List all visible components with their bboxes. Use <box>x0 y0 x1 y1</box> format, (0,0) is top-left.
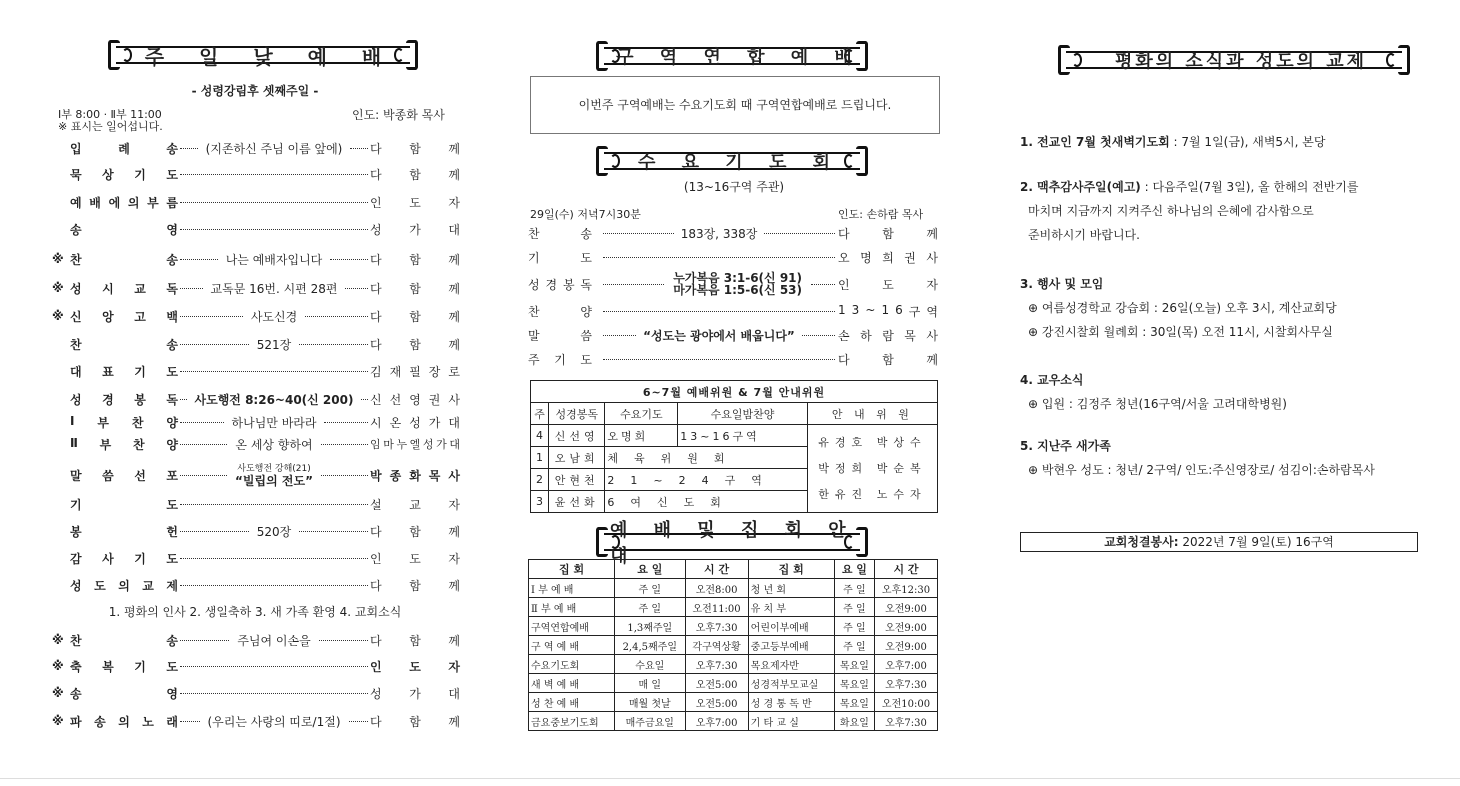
wednesday-order-row <box>528 270 938 298</box>
wednesday-item-name: 주 기 도 <box>528 352 592 367</box>
order-item-name: 찬 송 <box>70 252 178 267</box>
order-item-name: 축 복 기 도 <box>70 659 178 674</box>
meeting-cell: 오전10:00 <box>875 693 938 712</box>
news-4-heading: 4. 교우소식 <box>1020 373 1084 387</box>
meeting-cell: 목요일 <box>834 674 874 693</box>
order-item-name: 송 영 <box>70 686 178 701</box>
meeting-cell: 주 일 <box>615 598 685 617</box>
order-person: 신 선 영 권 사 <box>370 392 460 407</box>
news-5-heading: 5. 지난주 새가족 <box>1020 439 1111 453</box>
meeting-cell: 유 치 부 <box>748 598 834 617</box>
meeting-cell: 매월 첫날 <box>615 693 685 712</box>
worship-order-row <box>52 575 460 595</box>
wednesday-prayer-title: 수 요 기 도 회 <box>637 152 840 173</box>
meeting-cell: 수요기도회 <box>529 655 615 674</box>
duty-header-cell: 수요기도 <box>605 403 678 425</box>
worship-order-row <box>52 683 460 703</box>
wednesday-item-name: 말 씀 <box>528 328 592 343</box>
order-person: 인 도 자 <box>370 659 460 674</box>
stand-mark: ※ <box>52 659 64 673</box>
meeting-cell: 오전5:00 <box>685 674 748 693</box>
meeting-row <box>529 636 938 655</box>
meeting-cell: Ⅰ 부 예 배 <box>529 579 615 598</box>
duty-cell: 체육위원회 <box>605 447 807 469</box>
sunday-subtitle: - 성령강림후 셋째주일 - <box>191 84 319 98</box>
service-leader: 인도: 박종화 목사 <box>352 108 445 122</box>
worship-order-row <box>52 138 460 158</box>
duty-header-cell: 주 <box>531 403 549 425</box>
news-item-5 <box>1020 434 1430 482</box>
order-item-name: 예 배 에 의 부 름 <box>70 195 178 210</box>
order-person: 다 함 께 <box>370 714 460 729</box>
stand-note: ※ 표시는 일어섭니다. <box>58 120 163 133</box>
worship-order-row <box>52 192 460 212</box>
wednesday-item-name: 찬 양 <box>528 304 592 319</box>
order-person: 다 함 께 <box>370 167 460 182</box>
cross-bullet-icon: ⊕ <box>1028 325 1039 339</box>
meeting-cell: 구 역 예 배 <box>529 636 615 655</box>
wednesday-time: 29일(수) 저녁7시30분 <box>530 208 641 221</box>
guide-name: 박정희 <box>818 461 869 475</box>
order-item-name: Ⅰ 부 찬 양 <box>70 413 178 430</box>
scripture-2: 마가복음 1:5-6(신 53) <box>673 283 802 297</box>
duty-row <box>531 425 938 447</box>
meeting-cell: 오전9:00 <box>875 636 938 655</box>
district-worship-banner <box>596 41 868 71</box>
order-item-name: 말 씀 선 포 <box>70 468 178 483</box>
worship-order-row <box>52 334 460 354</box>
sermon-title: “빌립의 전도” <box>235 474 313 487</box>
news-4-item-a: 입원 : 김정주 청년(16구역/서울 고려대학병원) <box>1041 397 1287 411</box>
cleaning-duty-value: 2022년 7월 9일(토) 16구역 <box>1178 535 1334 549</box>
news-1-body: : 7월 1일(금), 새벽5시, 본당 <box>1169 135 1326 149</box>
duty-cell: 안현천 <box>549 469 605 491</box>
order-detail: 사도신경 <box>250 309 298 324</box>
order-person: 다 함 께 <box>370 252 460 267</box>
wednesday-person: 다 함 께 <box>838 226 938 241</box>
worship-order-row <box>52 521 460 541</box>
order-person: 다 함 께 <box>370 633 460 648</box>
wednesday-leader: 인도: 손하람 목사 <box>838 208 924 221</box>
guide-name: 유경호 <box>818 435 869 449</box>
meeting-header-cell: 시 간 <box>685 560 748 579</box>
order-detail: 하나님만 바라라 <box>231 415 317 430</box>
order-item-name: 성 도 의 교 제 <box>70 578 178 593</box>
news-2-line3: 준비하시기 바랍니다. <box>1028 228 1140 242</box>
sermon-series: 사도행전 강해(21) <box>237 464 311 474</box>
news-item-3 <box>1020 272 1430 344</box>
worship-order-row <box>52 219 460 239</box>
meeting-cell: 성 찬 예 배 <box>529 693 615 712</box>
wednesday-person: 인 도 자 <box>838 277 938 292</box>
order-item-name: 성 경 봉 독 <box>70 392 178 407</box>
order-person: 임 마 누 엘 성 가 대 <box>370 438 460 451</box>
duty-cell: 윤선화 <box>549 491 605 513</box>
meeting-row <box>529 655 938 674</box>
guide-name: 한유진 <box>818 487 869 501</box>
order-item-name: 기 도 <box>70 497 178 512</box>
worship-order-row <box>52 434 460 454</box>
worship-order-row <box>52 461 460 489</box>
news-2-body: : 다음주일(7월 3일), 올 한해의 전반기를 <box>1140 180 1359 194</box>
worship-order-row <box>52 278 460 298</box>
service-times: Ⅰ부 8:00 · Ⅱ부 11:00 <box>58 108 162 121</box>
duty-cell: 오남희 <box>549 447 605 469</box>
wednesday-order-row <box>528 324 938 346</box>
meeting-cell: 기 타 교 실 <box>748 712 834 731</box>
meeting-cell: 성 경 통 독 반 <box>748 693 834 712</box>
meeting-cell: 어린이부예배 <box>748 617 834 636</box>
meeting-cell: 오후12:30 <box>875 579 938 598</box>
stand-mark: ※ <box>52 252 64 266</box>
order-person: 다 함 께 <box>370 578 460 593</box>
stand-mark: ※ <box>52 281 64 295</box>
worship-order-row <box>52 361 460 381</box>
worship-order-row <box>52 389 460 409</box>
guide-members <box>807 425 937 513</box>
news-2-line2: 마치며 지금까지 지켜주신 하나님의 은혜에 감사함으로 <box>1028 204 1314 218</box>
order-person: 설 교 자 <box>370 497 460 512</box>
order-person: 시 온 성 가 대 <box>370 415 460 430</box>
meeting-cell: 주 일 <box>834 598 874 617</box>
meeting-cell: 1,3째주일 <box>615 617 685 636</box>
meeting-cell: 오전11:00 <box>685 598 748 617</box>
meeting-row <box>529 693 938 712</box>
meeting-row <box>529 598 938 617</box>
order-item-name: 대 표 기 도 <box>70 364 178 379</box>
meeting-cell: 오후7:00 <box>685 712 748 731</box>
duty-roster-table <box>530 380 938 513</box>
order-item-name: 봉 헌 <box>70 524 178 539</box>
meeting-row <box>529 712 938 731</box>
meeting-cell: 오후7:30 <box>685 617 748 636</box>
meeting-info-banner <box>596 520 868 567</box>
wednesday-person: 다 함 께 <box>838 352 938 367</box>
wednesday-item-name: 성 경 봉 독 <box>528 277 592 292</box>
duty-header-cell: 수요일밤찬양 <box>678 403 808 425</box>
duty-cell: 신선영 <box>549 425 605 447</box>
order-item-name: 파 송 의 노 래 <box>70 714 178 729</box>
worship-order-row <box>52 494 460 514</box>
meeting-cell: 구역연합예배 <box>529 617 615 636</box>
order-person: 인 도 자 <box>370 195 460 210</box>
meeting-info-title: 예 배 및 집 회 안 내 <box>610 520 856 567</box>
wednesday-item-name: 찬 송 <box>528 226 592 241</box>
duty-roster-title: 6~7월 예배위원 & 7월 안내위원 <box>531 381 938 403</box>
meeting-row <box>529 674 938 693</box>
meeting-cell: 오후7:00 <box>875 655 938 674</box>
meeting-header-cell: 요 일 <box>615 560 685 579</box>
duty-cell: 21~24구역 <box>605 469 807 491</box>
order-person: 다 함 께 <box>370 281 460 296</box>
order-detail: 온 세상 향하여 <box>235 437 313 452</box>
meeting-cell: 주 일 <box>834 617 874 636</box>
meeting-header-cell: 집 회 <box>748 560 834 579</box>
order-person: 성 가 대 <box>370 686 460 701</box>
news-banner <box>1058 45 1410 75</box>
meeting-cell: 매 일 <box>615 674 685 693</box>
guide-name: 박상수 <box>876 435 927 449</box>
order-person: 다 함 께 <box>370 309 460 324</box>
order-person: 다 함 께 <box>370 141 460 156</box>
worship-order-row <box>52 656 460 676</box>
order-detail: 주님여 이손을 <box>237 633 311 648</box>
stand-mark: ※ <box>52 309 64 323</box>
cleaning-duty-label: 교회청결봉사: <box>1104 535 1179 549</box>
wednesday-order-row <box>528 246 938 268</box>
wednesday-item-name: 기 도 <box>528 250 592 265</box>
order-person: 김 재 필 장 로 <box>370 364 460 379</box>
wednesday-host: (13~16구역 주관) <box>683 180 785 194</box>
order-person: 성 가 대 <box>370 222 460 237</box>
meeting-cell: 목요제자반 <box>748 655 834 674</box>
meeting-cell: 목요일 <box>834 655 874 674</box>
duty-cell: 13~16구역 <box>678 425 808 447</box>
order-item-name: 묵 상 기 도 <box>70 167 178 182</box>
meeting-cell: 오후7:30 <box>875 674 938 693</box>
meeting-cell: 오후7:30 <box>685 655 748 674</box>
meeting-cell: 목요일 <box>834 693 874 712</box>
order-item-name: 감 사 기 도 <box>70 551 178 566</box>
guide-name: 노수자 <box>876 487 927 501</box>
order-person: 박 종 화 목 사 <box>370 468 460 483</box>
worship-order-row <box>52 306 460 326</box>
duty-cell: 오명희 <box>605 425 678 447</box>
district-worship-title: 구 역 연 합 예 배 <box>616 47 862 68</box>
meeting-cell: 청 년 회 <box>748 579 834 598</box>
meeting-cell: 수요일 <box>615 655 685 674</box>
worship-order-row <box>52 412 460 432</box>
meeting-cell: 새 벽 예 배 <box>529 674 615 693</box>
meeting-row <box>529 617 938 636</box>
meeting-header-cell: 집 회 <box>529 560 615 579</box>
news-3-item-b: 강진시찰회 월례회 : 30일(목) 오전 11시, 시찰회사무실 <box>1041 325 1333 339</box>
order-detail: 사도행전 8:26~40(신 200) <box>194 392 354 407</box>
duty-cell: 1 <box>531 447 549 469</box>
duty-header-cell: 성경봉독 <box>549 403 605 425</box>
wednesday-detail: “성도는 광야에서 배웁니다” <box>643 328 795 343</box>
news-3-heading: 3. 행사 및 모임 <box>1020 277 1104 291</box>
worship-order-row <box>52 548 460 568</box>
scripture-1: 누가복음 3:1-6(신 91) <box>673 271 802 285</box>
cross-bullet-icon: ⊕ <box>1028 397 1039 411</box>
news-1-heading: 1. 전교인 7월 첫새벽기도회 <box>1020 135 1170 149</box>
cleaning-duty-box <box>1020 532 1418 552</box>
sunday-worship-banner <box>108 40 418 70</box>
worship-order-row <box>52 164 460 184</box>
order-item-name: 찬 송 <box>70 633 178 648</box>
order-item-name: 입 례 송 <box>70 141 178 156</box>
wednesday-order-row <box>528 300 938 322</box>
cross-bullet-icon: ⊕ <box>1028 463 1039 477</box>
wednesday-person: 1 3 ~ 1 6 구 역 <box>838 302 938 319</box>
order-person: 인 도 자 <box>370 551 460 566</box>
district-notice-box <box>530 76 940 134</box>
sunday-worship-title: 주 일 낮 예 배 <box>144 44 396 69</box>
worship-order-row <box>52 711 460 731</box>
stand-mark: ※ <box>52 633 64 647</box>
meeting-cell: 오전5:00 <box>685 693 748 712</box>
worship-order-row <box>52 630 460 650</box>
page-bottom-divider <box>0 778 1460 779</box>
news-item-1 <box>1020 130 1430 154</box>
order-detail: (우리는 사랑의 띠로/1절) <box>207 714 341 729</box>
meeting-cell: 오전9:00 <box>875 598 938 617</box>
news-2-heading: 2. 맥추감사주일(예고) <box>1020 180 1141 194</box>
order-detail: 나는 예배자입니다 <box>225 252 323 267</box>
stand-mark: ※ <box>52 714 64 728</box>
order-item-name: 송 영 <box>70 222 178 237</box>
meeting-cell: 매주금요일 <box>615 712 685 731</box>
duty-cell: 2 <box>531 469 549 491</box>
order-item-name: 신 앙 고 백 <box>70 309 178 324</box>
news-item-2 <box>1020 175 1430 247</box>
meeting-cell: 화요일 <box>834 712 874 731</box>
meeting-row <box>529 579 938 598</box>
duty-cell: 6여신도회 <box>605 491 807 513</box>
fellowship-line: 1. 평화의 인사 2. 생일축하 3. 새 가족 환영 4. 교회소식 <box>108 605 402 619</box>
worship-order-row <box>52 249 460 269</box>
meeting-cell: 오전9:00 <box>875 617 938 636</box>
meeting-header-cell: 시 간 <box>875 560 938 579</box>
news-5-item-a: 박현우 성도 : 청년/ 2구역/ 인도:주신영장로/ 섬김이:손하람목사 <box>1041 463 1375 477</box>
meeting-cell: 2,4,5째주일 <box>615 636 685 655</box>
duty-cell: 3 <box>531 491 549 513</box>
order-item-name: 찬 송 <box>70 337 178 352</box>
duty-header-cell: 안 내 위 원 <box>807 403 937 425</box>
guide-name: 박순복 <box>876 461 927 475</box>
stand-mark: ※ <box>52 686 64 700</box>
meeting-header-cell: 요 일 <box>834 560 874 579</box>
duty-cell: 4 <box>531 425 549 447</box>
order-detail: (지존하신 주님 이름 앞에) <box>205 141 343 156</box>
news-title: 평화의 소식과 성도의 교제 <box>1114 51 1368 72</box>
meeting-schedule-table <box>528 559 938 731</box>
wednesday-order-row <box>528 222 938 244</box>
wednesday-person: 손 하 람 목 사 <box>838 328 938 343</box>
wednesday-prayer-banner <box>596 146 868 176</box>
meeting-cell: 금요중보기도회 <box>529 712 615 731</box>
order-person: 다 함 께 <box>370 337 460 352</box>
order-person: 다 함 께 <box>370 524 460 539</box>
meeting-cell: 주 일 <box>834 636 874 655</box>
cross-bullet-icon: ⊕ <box>1028 301 1039 315</box>
news-3-item-a: 여름성경학교 강습회 : 26일(오늘) 오후 3시, 계산교회당 <box>1041 301 1337 315</box>
meeting-cell: Ⅱ 부 예 배 <box>529 598 615 617</box>
meeting-cell: 각구역상황 <box>685 636 748 655</box>
meeting-cell: 중고등부예배 <box>748 636 834 655</box>
order-item-name: 성 시 교 독 <box>70 281 178 296</box>
wednesday-detail: 183장, 338장 <box>680 226 758 241</box>
order-item-name: Ⅱ 부 찬 양 <box>70 435 178 452</box>
wednesday-person: 오 명 희 권 사 <box>838 250 938 265</box>
district-notice: 이번주 구역예배는 수요기도회 때 구역연합예배로 드립니다. <box>578 98 892 112</box>
meeting-cell: 오전8:00 <box>685 579 748 598</box>
order-detail: 521장 <box>256 337 292 352</box>
meeting-cell: 주 일 <box>834 579 874 598</box>
order-detail: 520장 <box>256 524 292 539</box>
meeting-cell: 오후7:30 <box>875 712 938 731</box>
news-item-4 <box>1020 368 1430 416</box>
order-detail: 교독문 16번. 시편 28편 <box>210 281 338 296</box>
wednesday-order-row <box>528 348 938 370</box>
meeting-cell: 성경적부모교실 <box>748 674 834 693</box>
meeting-cell: 주 일 <box>615 579 685 598</box>
